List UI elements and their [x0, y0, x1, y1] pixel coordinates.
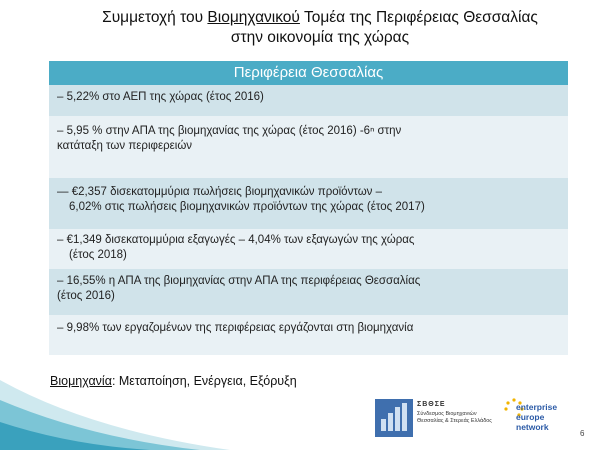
een-logo-line3: network — [516, 422, 549, 432]
enterprise-europe-network-logo — [503, 395, 573, 445]
table-header: Περιφέρεια Θεσσαλίας — [49, 61, 568, 85]
title-line1-end: Τομέα της Περιφέρειας Θεσσαλίας — [299, 9, 538, 26]
page-number: 6 — [580, 429, 585, 438]
table-row — [49, 178, 568, 229]
row-text: – 16,55% η ΑΠΑ της βιομηχανίας στην ΑΠΑ της περιφέρειας Θεσσαλίας — [57, 275, 421, 287]
title-line2: στην οικονομία της χώρας — [230, 29, 410, 46]
sbose-logo-mark — [375, 399, 413, 437]
sbose-logo-subtitle: Σύνδεσμος Βιομηχανιών Θεσσαλίας & Στερεάς Ελλάδος — [417, 411, 492, 424]
row-text: – 5,95 % στην ΑΠΑ της βιομηχανίας της χώρας (έτος 2016) -6ⁿ στην — [57, 125, 402, 137]
row-text: (έτος 2016) — [57, 290, 115, 302]
sbose-logo-title: ΣΒΘΣΕ — [417, 401, 446, 408]
table-row — [49, 85, 568, 116]
title-underlined-word: Βιομηχανικού — [207, 9, 300, 26]
row-text: – €1,349 δισεκατομμύρια εξαγωγές – 4,04% των εξαγωγών της χώρας — [57, 234, 415, 246]
table-row — [49, 229, 568, 269]
table-row — [49, 269, 568, 315]
table-row — [49, 116, 568, 178]
row-text: 6,02% στις πωλήσεις βιομηχανικών προϊόντων της χώρας (έτος 2017) — [69, 201, 425, 213]
een-logo-line1: enterprise — [516, 402, 558, 412]
row-text: – 9,98% των εργαζομένων της περιφέρειας εργάζονται στη βιομηχανία — [57, 322, 414, 334]
region-stats-table — [49, 61, 568, 355]
sbose-logo — [375, 399, 493, 443]
slide-title — [40, 8, 600, 48]
table-row — [49, 315, 568, 355]
decorative-swoosh — [0, 360, 230, 450]
een-logo-line2: europe — [516, 412, 545, 422]
row-text: κατάταξη των περιφερειών — [57, 140, 193, 152]
row-text: — €2,357 δισεκατομμύρια πωλήσεις βιομηχανικών προϊόντων – — [57, 186, 383, 198]
row-text: (έτος 2018) — [69, 249, 127, 261]
row-text: – 5,22% στο ΑΕΠ της χώρας (έτος 2016) — [57, 91, 264, 103]
footer-definition-text: : Μεταποίηση, Ενέργεια, Εξόρυξη — [111, 374, 297, 388]
footer-term: Βιομηχανία — [50, 374, 112, 388]
title-line1-start: Συμμετοχή του — [102, 9, 208, 26]
